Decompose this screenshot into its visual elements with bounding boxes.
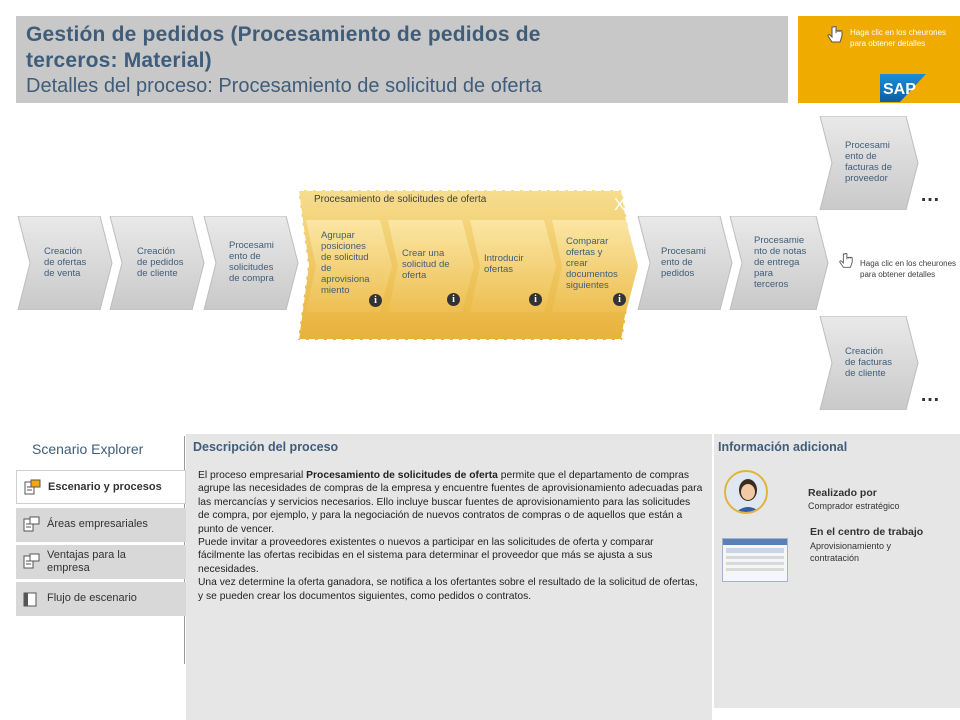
page-title-line1: Gestión de pedidos (Procesamiento de pedidos de — [26, 23, 541, 46]
nav-ventajas-empresa[interactable]: Ventajas para la empresa — [16, 545, 186, 579]
additional-info-heading: Información adicional — [718, 440, 848, 454]
nav-areas-empresariales[interactable]: Áreas empresariales — [16, 508, 186, 542]
chevron-step-pedidos-cliente[interactable]: Creación de pedidos de cliente — [106, 216, 206, 310]
description-paragraph-2: Puede invitar a proveedores existentes o nuevos a participar en las solicitudes de oferta y comparar fácilmente las ofertas recibidas en el sistema para determinar el proveedor que más se ajusta a sus necesidades. — [198, 537, 654, 575]
hand-pointer-icon — [826, 26, 844, 46]
substep-comparar-ofertas[interactable]: Comparar ofertas y crear documentos siguientes — [548, 220, 640, 312]
description-text — [198, 469, 703, 603]
work-center-value: Aprovisionamiento y contratación — [810, 541, 892, 563]
chevron-step-notas-entrega[interactable]: Procesamie nto de notas de entrega para terceros — [726, 216, 830, 310]
hand-pointer-icon — [838, 253, 854, 271]
chevron-step-solicitudes-compra[interactable]: Procesami ento de solicitudes de compra — [200, 216, 300, 310]
sap-logo — [880, 74, 926, 102]
performed-by-value: Comprador estratégico — [808, 501, 900, 511]
description-heading: Descripción del proceso — [193, 440, 339, 454]
business-areas-icon — [23, 516, 41, 534]
performed-by-label: Realizado por — [808, 487, 877, 499]
chevron-step-ofertas-venta[interactable]: Creación de ofertas de venta — [14, 216, 114, 310]
avatar — [724, 470, 768, 514]
description-paragraph-3: Una vez determine la oferta ganadora, se notifica a los ofertantes sobre el resultado de la solicitud de ofertas, y se pueden crear los documentos siguientes, como pedidos o contratos. — [198, 577, 698, 602]
page-header — [16, 16, 788, 103]
svg-text:SAP: SAP — [883, 81, 916, 98]
chevron-step-pedidos[interactable]: Procesami ento de pedidos — [634, 216, 734, 310]
nav-flujo-escenario[interactable]: Flujo de escenario — [16, 582, 186, 616]
page-title-line2: terceros: Material) — [26, 49, 212, 72]
chevron-hint: Haga clic en los cheurones para obtener detalles — [860, 259, 957, 279]
scenario-explorer-title: Scenario Explorer — [32, 441, 144, 457]
page-subtitle: Detalles del proceso: Procesamiento de solicitud de oferta — [26, 75, 542, 97]
more-steps-indicator: … — [920, 384, 941, 406]
work-center-thumbnail — [722, 538, 788, 582]
process-icon — [24, 479, 42, 497]
selected-process-title: Procesamiento de solicitudes de oferta — [314, 194, 487, 205]
substep-introducir-ofertas[interactable]: Introducir ofertas — [466, 220, 558, 312]
work-center-label: En el centro de trabajo — [810, 526, 924, 538]
chevron-step-facturas-proveedor[interactable]: Procesami ento de facturas de proveedor — [816, 116, 920, 210]
substep-crear-solicitud[interactable]: Crear una solicitud de oferta — [384, 220, 476, 312]
description-paragraph-1: El proceso empresarial Procesamiento de solicitudes de oferta permite que el departamento de compras agrupe las necesidades de compras de la empresa y encuentre fuentes de aprovisionamiento adecuadas para las mercancías y servicios necesarios. Ello incluye buscar fuentes de aprovisionamiento para las solicitudes de compra, por ejemplo, y para la negociación de nuevos contratos de compras o de aquellos que están a punto de vencer. — [198, 470, 703, 535]
chevron-hint: Haga clic en los cheurones para obtener detalles — [850, 28, 947, 48]
info-icon[interactable]: i — [613, 293, 626, 306]
more-steps-indicator: … — [920, 184, 941, 206]
info-icon[interactable]: i — [369, 294, 382, 307]
scenario-flow-icon — [23, 590, 41, 608]
info-icon[interactable]: i — [447, 293, 460, 306]
close-icon[interactable]: X — [614, 195, 626, 214]
panel-divider — [713, 436, 714, 708]
info-icon[interactable]: i — [529, 293, 542, 306]
chevron-step-facturas-cliente[interactable]: Creación de facturas de cliente — [816, 316, 920, 410]
nav-escenario-procesos[interactable]: Escenario y procesos — [16, 470, 186, 504]
substep-agrupar-posiciones[interactable]: Agrupar posiciones de solicitud de aprovisiona miento — [302, 220, 394, 312]
brand-panel — [798, 16, 960, 103]
benefits-icon — [23, 553, 41, 571]
